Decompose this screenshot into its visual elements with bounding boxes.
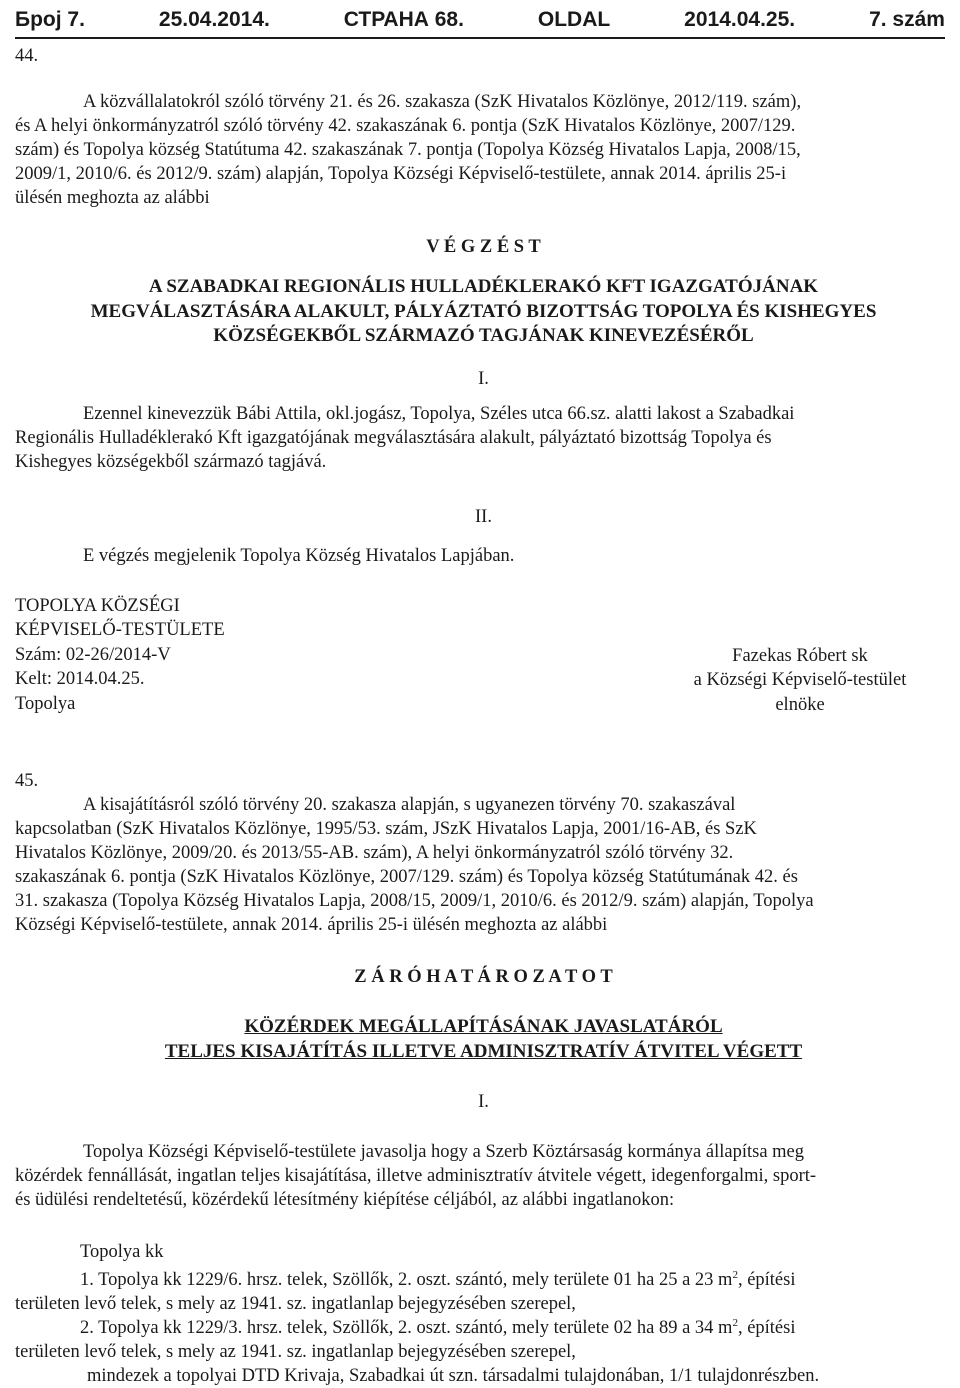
item-44-title [15,275,952,349]
item-45-number [15,769,952,793]
parcel-line: területen levő telek, s mely az 1941. sz. ingatlanlap bejegyzésében szerepel, [15,1342,576,1363]
section-label [15,505,952,529]
title-line: TELJES KISAJÁTÍTÁS ILLETVE ADMINISZTRATÍV ÁTVITEL VÉGETT [164,1040,803,1062]
item-45-preamble [15,793,952,937]
page-header [15,6,945,39]
header-issue-hu: 7. szám [869,8,945,31]
preamble-line: A kisajátításról szóló törvény 20. szakasza alapján, s ugyanezen törvény 70. szakaszával [83,795,736,815]
item-44-preamble [15,90,952,210]
superscript: 2 [732,1268,738,1281]
header-date-hu: 2014.04.25. [684,8,796,31]
section-line: közérdek fennállását, ingatlan teljes kisajátítása, illetve adminisztratív átvitele végett, idegenforgalmi, sport- [15,1166,817,1187]
section-label [15,367,952,391]
sig-right-line: a Községi Képviselő-testület [693,670,907,691]
preamble-line: 31. szakasza (Topolya Község Hivatalos Lapja, 2008/15, 2009/1, 2010/6. és 2012/9. szám) alapján, Topolya [15,891,814,912]
parcel-line [15,1316,952,1340]
header-page-sr: СТРАНА 68. [343,8,464,31]
item-44-section-1 [15,402,952,474]
section-line: Kishegyes községekből származó tagjává. [15,452,327,473]
preamble-line: A közvállalatokról szóló törvény 21. és 26. szakasza (SzK Hivatalos Közlönye, 2012/119. szám), [83,92,802,112]
title-line: KÖZSÉGEKBŐL SZÁRMAZÓ TAGJÁNAK KINEVEZÉSÉRŐL [213,325,754,347]
item-44-section-2 [15,544,952,568]
title-line: A SZABADKAI REGIONÁLIS HULLADÉKLERAKÓ KFT IGAZGATÓJÁNAK [148,276,819,297]
preamble-line: Hivatalos Közlönye, 2009/20. és 2013/55-AB. szám), A helyi önkormányzatról szóló törvény 32. [15,843,734,864]
sig-left-line: TOPOLYA KÖZSÉGI [15,596,180,616]
section-line: Topolya Községi Képviselő-testülete javasolja hogy a Szerb Köztársaság kormánya állapítsa meg [83,1142,805,1162]
parcel-text: 1. Topolya kk 1229/6. hrsz. telek, Szöllők, 2. oszt. szántó, mely területe 01 ha 25 a 23 m [80,1270,733,1291]
item-44-number [15,44,952,68]
decision-word [15,235,952,259]
parcel-line [15,1268,952,1292]
sig-left-line: KÉPVISELŐ-TESTÜLETE [15,620,225,641]
sig-right-line: elnöke [775,694,825,715]
owner-line: mindezek a topolyai DTD Krivaja, Szabadkai út szn. társadalmi tulajdonában, 1/1 tulajdonrészben. [87,1366,820,1387]
preamble-line: és A helyi önkormányzatról szóló törvény 42. szakaszának 6. pontja (SzK Hivatalos Közlönye, 2007/129. [15,116,796,137]
decision-word [15,965,952,989]
section-line: E végzés megjelenik Topolya Község Hivatalos Lapjában. [83,546,515,566]
parcel-line: területen levő telek, s mely az 1941. sz. ingatlanlap bejegyzésében szerepel, [15,1294,576,1315]
signature-left [15,594,415,716]
cadastre-heading: Topolya kk [80,1242,164,1262]
superscript: 2 [732,1316,738,1329]
header-date-sr: 25.04.2014. [158,8,270,31]
section-label-text: I. [478,369,489,389]
preamble-line: szakaszának 6. pontja (SzK Hivatalos Közlönye, 2007/129. szám) és Topolya község Statútumának 42. és [15,867,798,888]
section-line: Regionális Hulladéklerakó Kft igazgatójának megválasztására alakult, pályáztató bizottság Topolya és [15,428,772,449]
sig-left-line: Topolya [15,693,76,714]
item-number: 45. [15,771,39,791]
section-label [15,1090,952,1114]
preamble-line: ülésén meghozta az alábbi [15,188,210,209]
section-label-text: I. [478,1092,489,1112]
signature-right [640,644,960,717]
decision-word-text: V É G Z É S T [426,237,541,257]
preamble-line: szám) és Topolya község Statútuma 42. szakaszának 7. pontja (Topolya Község Hivatalos Lapja, 2008/15, [15,140,801,161]
preamble-line: kapcsolatban (SzK Hivatalos Közlönye, 1995/53. szám, JSzK Hivatalos Lapja, 2001/16-AB, és SzK [15,819,757,840]
section-label-text: II. [475,507,492,527]
item-number: 44. [15,46,39,66]
sig-left-line: Kelt: 2014.04.25. [15,669,145,690]
preamble-line: Községi Képviselő-testülete, annak 2014. április 25-i ülésén meghozta az alábbi [15,915,608,936]
section-line: és üdülési rendeltetésű, közérdekű létesítmény kiépítése céljából, az alábbi ingatlanokon: [15,1190,675,1211]
parcel-text: , építési [737,1270,796,1291]
header-page-hu: OLDAL [537,8,611,31]
title-line: KÖZÉRDEK MEGÁLLAPÍTÁSÁNAK JAVASLATÁRÓL [244,1016,723,1037]
preamble-line: 2009/1, 2010/6. és 2012/9. szám) alapján, Topolya Községi Képviselő-testülete, annak 2014. április 25-i [15,164,787,185]
parcel-text: , építési [737,1318,796,1339]
header-issue-sr: Број 7. [15,8,85,31]
decision-word-text: Z Á R Ó H A T Á R O Z A T O T [354,967,613,987]
sig-left-line: Szám: 02-26/2014-V [15,644,171,665]
item-45-title [15,1015,952,1064]
title-line: MEGVÁLASZTÁSÁRA ALAKULT, PÁLYÁZTATÓ BIZOTTSÁG TOPOLYA ÉS KISHEGYES [90,300,877,322]
cadastre-list [15,1240,952,1388]
item-45-section-1 [15,1140,952,1212]
sig-right-line: Fazekas Róbert sk [732,646,868,666]
section-line: Ezennel kinevezzük Bábi Attila, okl.jogász, Topolya, Széles utca 66.sz. alatti lakost a Szabadkai [83,404,795,424]
parcel-text: 2. Topolya kk 1229/3. hrsz. telek, Szöllők, 2. oszt. szántó, mely területe 02 ha 89 a 34 m [80,1318,733,1339]
